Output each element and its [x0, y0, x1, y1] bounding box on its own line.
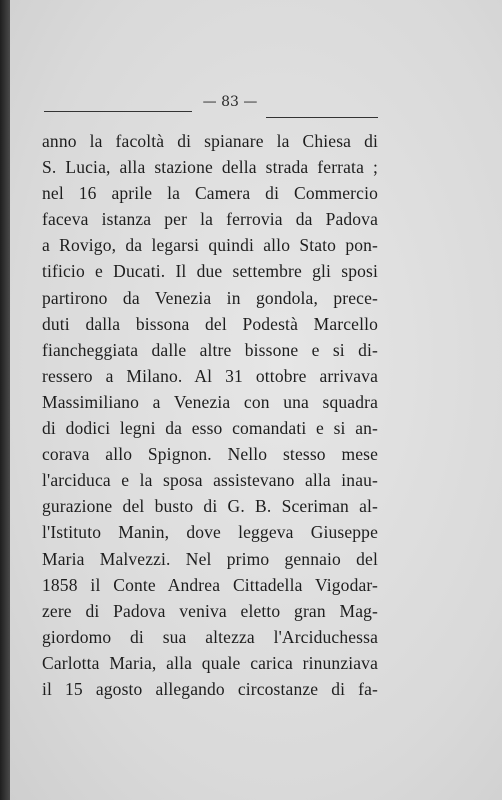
text-line: tificio e Ducati. Il due settembre gli sposi [42, 261, 378, 282]
text-line: corava allo Spignon. Nello stesso mese [42, 444, 378, 465]
page-number: — 83 — [202, 94, 258, 110]
text-line: anno la facoltà di spianare la Chiesa di [42, 131, 378, 151]
text-line: nel 16 aprile la Camera di Commercio [42, 183, 378, 204]
page-header [44, 94, 378, 114]
text-line: a Rovigo, da legarsi quindi allo Stato pon- [42, 235, 378, 256]
text-line: giordomo di sua altezza l'Arciduchessa [42, 626, 378, 647]
text-line: S. Lucia, alla stazione della strada ferrata ; [42, 157, 378, 178]
text-line: il 15 agosto allegando circostanze di fa- [42, 678, 378, 699]
book-page [10, 0, 502, 800]
text-line: fiancheggiata dalle altre bissone e si di- [42, 339, 378, 360]
text-line: l'arciduca e la sposa assistevano alla inau- [42, 470, 378, 491]
text-line: 1858 il Conte Andrea Cittadella Vigodar- [42, 574, 378, 595]
text-line: partirono da Venezia in gondola, prece- [42, 287, 378, 308]
text-line: gurazione del busto di G. B. Sceriman al- [42, 496, 378, 517]
text-line: di dodici legni da esso comandati e si an- [42, 418, 378, 439]
text-line: faceva istanza per la ferrovia da Padova [42, 209, 378, 230]
text-line: Carlotta Maria, alla quale carica rinunziava [42, 652, 378, 673]
text-line: ressero a Milano. Al 31 ottobre arrivava [42, 365, 378, 386]
header-rule-right [266, 117, 378, 118]
header-rule-left [44, 111, 192, 112]
text-line: Massimiliano a Venezia con una squadra [42, 391, 378, 412]
text-line: zere di Padova veniva eletto gran Mag- [42, 600, 378, 621]
text-line: duti dalla bissona del Podestà Marcello [42, 313, 378, 334]
body-text [42, 128, 378, 702]
book-spine-shadow [0, 0, 10, 800]
text-line: Maria Malvezzi. Nel primo gennaio del [42, 548, 378, 569]
text-line: l'Istituto Manin, dove leggeva Giuseppe [42, 522, 378, 543]
